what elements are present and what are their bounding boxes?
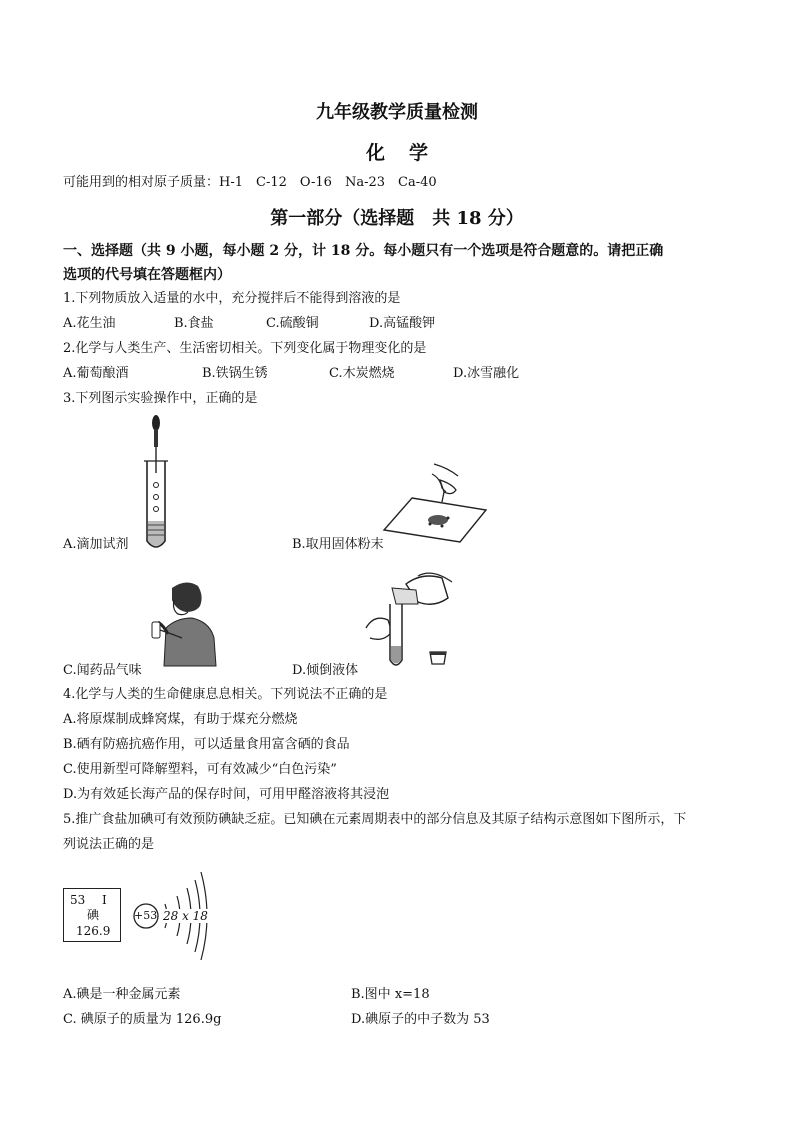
pouring-figure: [362, 568, 466, 672]
q5-option-b: B.图中 x=18: [351, 987, 430, 1002]
atomic-mass: 126.9: [76, 924, 111, 938]
powder-paper-figure: [382, 462, 490, 544]
dropper-test-tube-figure: [140, 413, 176, 553]
q1-option-a: A.花生油: [63, 316, 116, 331]
q1-option-b: B.食盐: [174, 316, 214, 331]
q1-option-d: D.高锰酸钾: [369, 316, 436, 331]
q3-option-d: D.倾倒液体: [292, 663, 359, 678]
nucleus-charge: +53: [134, 909, 158, 922]
q3-option-a: A.滴加试剂: [63, 537, 129, 552]
q5-option-d: D.碘原子的中子数为 53: [351, 1012, 490, 1027]
question-5-stem-cont: 列说法正确的是: [63, 837, 155, 852]
electron-shells: 28 x 18: [163, 909, 208, 923]
question-4-stem: 4.化学与人类的生命健康息息相关。下列说法不正确的是: [63, 687, 388, 702]
question-2-stem: 2.化学与人类生产、生活密切相关。下列变化属于物理变化的是: [63, 341, 427, 356]
exam-title: 九年级教学质量检测: [316, 102, 478, 123]
element-name: 碘: [87, 908, 100, 922]
q4-option-a: A.将原煤制成蜂窝煤，有助于煤充分燃烧: [63, 712, 298, 727]
section-instruction-cont: 选项的代号填在答题框内）: [63, 267, 231, 283]
subject-title: 化学: [365, 142, 452, 164]
q2-option-a: A.葡萄酿酒: [63, 366, 129, 381]
q4-option-b: B.硒有防癌抗癌作用，可以适量食用富含硒的食品: [63, 737, 350, 752]
section-instruction: 一、选择题（共 9 小题，每小题 2 分，计 18 分。每小题只有一个选项是符合题意的。请把正确: [63, 243, 664, 259]
q4-option-c: C.使用新型可降解塑料，可有效减少“白色污染”: [63, 762, 337, 777]
q3-option-b: B.取用固体粉末: [292, 537, 384, 552]
q1-option-c: C.硫酸铜: [266, 316, 319, 331]
atomic-number: 53: [70, 893, 86, 907]
smelling-figure: [146, 578, 220, 668]
question-3-stem: 3.下列图示实验操作中，正确的是: [63, 391, 258, 406]
element-symbol: I: [102, 893, 107, 907]
question-5-stem: 5.推广食盐加碘可有效预防碘缺乏症。已知碘在元素周期表中的部分信息及其原子结构示意图如下图所示，下: [63, 812, 687, 827]
q5-option-a: A.碘是一种金属元素: [63, 987, 181, 1002]
q2-option-d: D.冰雪融化: [453, 366, 520, 381]
part-title: 第一部分（选择题 共 18 分）: [270, 208, 524, 229]
q4-option-d: D.为有效延长海产品的保存时间，可用甲醛溶液将其浸泡: [63, 787, 390, 802]
q5-option-c: C. 碘原子的质量为 126.9g: [63, 1012, 222, 1027]
question-1-stem: 1.下列物质放入适量的水中，充分搅拌后不能得到溶液的是: [63, 291, 401, 306]
q3-option-c: C.闻药品气味: [63, 663, 142, 678]
q2-option-b: B.铁锅生锈: [202, 366, 268, 381]
atomic-masses: 可能用到的相对原子质量：H-1 C-12 O-16 Na-23 Ca-40: [63, 175, 437, 190]
iodine-element-card: [63, 888, 121, 942]
q2-option-c: C.木炭燃烧: [329, 366, 395, 381]
